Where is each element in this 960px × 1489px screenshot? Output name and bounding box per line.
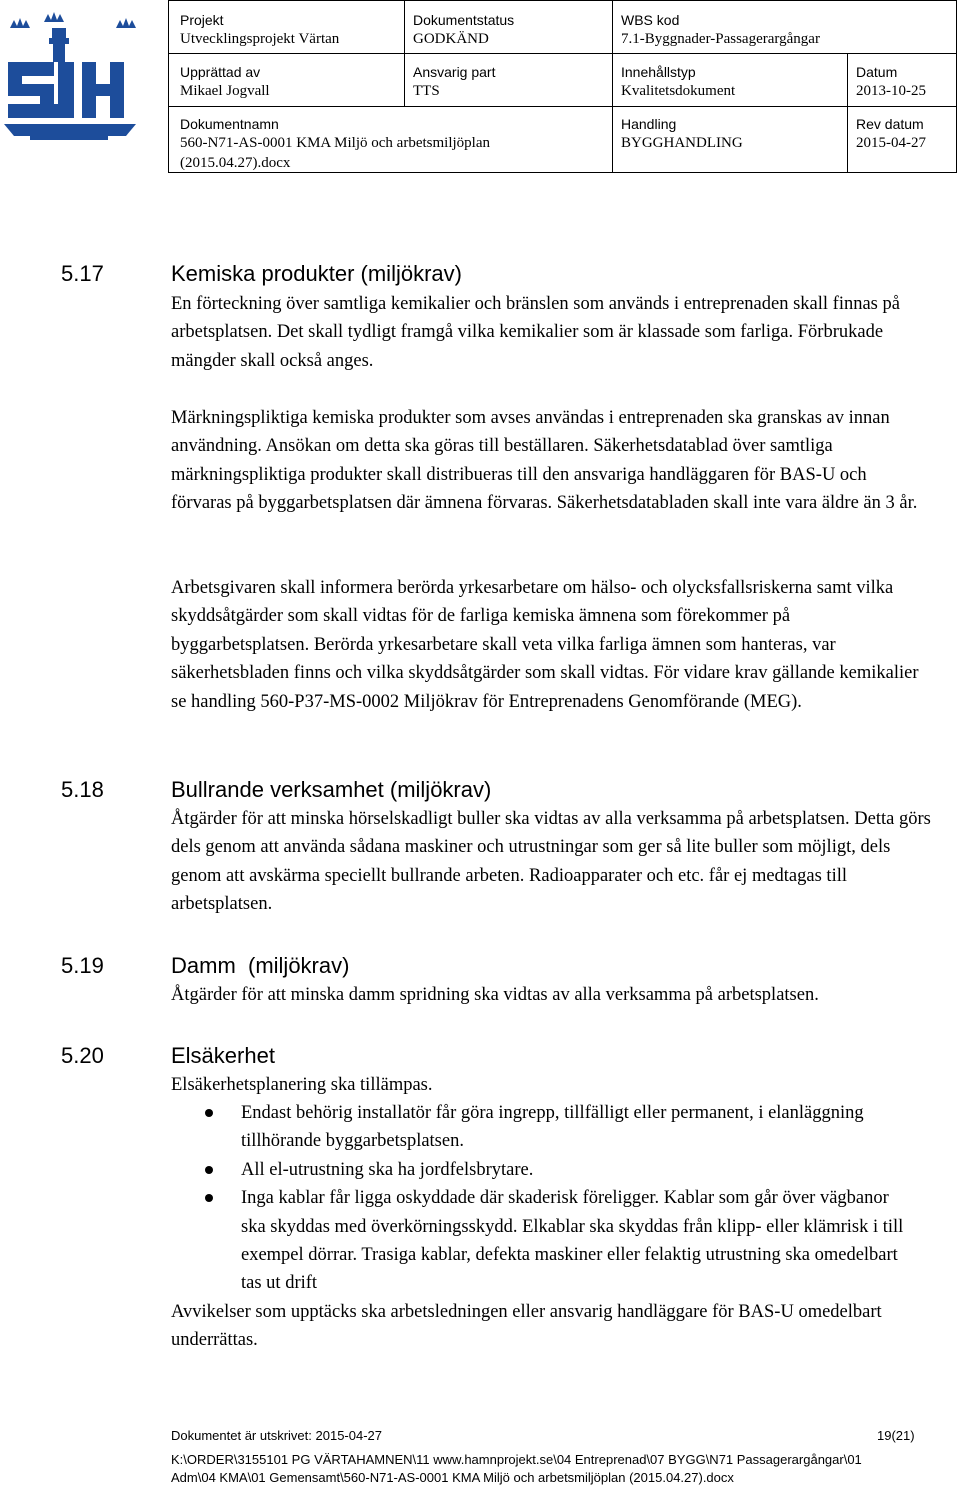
datum-cell — [856, 63, 926, 101]
ansvarig-label: Ansvarig part — [413, 64, 496, 80]
wbs-label: WBS kod — [621, 12, 680, 28]
datum-label: Datum — [856, 64, 898, 80]
handling-value: BYGGHANDLING — [621, 135, 743, 151]
company-logo — [0, 0, 168, 172]
paragraph-517-2: Märkningspliktiga kemiska produkter som avses användas i entreprenaden ska granskas av innan användning. Ansökan om detta ska göras till beställaren. Säkerhetsdatablad över samtliga märkningspliktiga produkter skall distribueras till den ansvariga handläggaren för BAS-U och förvaras på byggarbetsplatsen där ämnena förvaras. Säkerhetsdatabladen skall inte vara äldre än 3 år. — [171, 408, 918, 514]
wbs-cell — [621, 11, 820, 49]
revdatum-cell — [856, 115, 926, 153]
dokumentstatus-cell — [413, 11, 514, 49]
dokumentnamn-cell — [180, 115, 490, 173]
elsakerhet-bullet-list — [171, 1099, 911, 1298]
paragraph-520-intro: Elsäkerhetsplanering ska tillämpas. — [171, 1075, 433, 1095]
section-title-518: Bullrande verksamhet (miljökrav) — [171, 777, 492, 802]
section-number-520: 5.20 — [61, 1043, 104, 1068]
paragraph-517-1: En förteckning över samtliga kemikalier och bränslen som används i entreprenaden skall finnas på arbetsplatsen. Det skall tydligt framgå vilka kemikalier som är klassade som farliga. Förbrukade mängder skall också anges. — [171, 294, 900, 371]
footer-path-line1: K:\ORDER\3155101 PG VÄRTAHAMNEN\11 www.hamnprojekt.se\04 Entreprenad\07 BYGG\N71 Passagerargångar\01 — [171, 1452, 862, 1467]
section-title-520: Elsäkerhet — [171, 1043, 275, 1068]
section-title-517: Kemiska produkter (miljökrav) — [171, 261, 462, 286]
section-number-517: 5.17 — [61, 261, 104, 286]
footer-path-line2: Adm\04 KMA\01 Gemensamt\560-N71-AS-0001 KMA Miljö och arbetsmiljöplan (2015.04.27).docx — [171, 1470, 734, 1485]
paragraph-517-3: Arbetsgivaren skall informera berörda yrkesarbetare om hälso- och olycksfallsriskerna samt vilka skyddsåtgärder som skall vidtas för de farliga kemiska ämnena som förekommer på byggarbetsplatsen. Berörda yrkesarbetare skall veta vilka farliga ämnen som hanteras, var säkerhetsbladen finns och vilka skyddsåtgärder som skall vidtas. För vidare krav gällande kemikalier se handling 560-P37-MS-0002 Miljökrav för Entreprenadens Genomförande (MEG). — [171, 578, 919, 712]
revdatum-value: 2015-04-27 — [856, 135, 926, 151]
bullet-icon — [205, 1109, 213, 1117]
handling-cell — [621, 115, 743, 153]
upprattad-cell — [180, 63, 270, 101]
paragraph-518-1: Åtgärder för att minska hörselskadligt buller ska vidtas av alla verksamma på arbetsplatsen. Detta görs dels genom att använda sådana maskiner och utrustningar som ger så lite buller som möjligt, dels genom att avskärma speciellt bullrande arbeten. Radioapparater och etc. får ej medtagas till arbetsplatsen. — [171, 809, 931, 915]
bullet-icon — [205, 1166, 213, 1174]
innehallstyp-label: Innehållstyp — [621, 64, 696, 80]
upprattad-value: Mikael Jogvall — [180, 83, 270, 99]
section-number-518: 5.18 — [61, 777, 104, 802]
paragraph-519-1: Åtgärder för att minska damm spridning ska vidtas av alla verksamma på arbetsplatsen. — [171, 985, 819, 1005]
sjh-logo-icon — [0, 0, 168, 172]
dokumentstatus-value: GODKÄND — [413, 31, 489, 47]
revdatum-label: Rev datum — [856, 116, 924, 132]
ansvarig-value: TTS — [413, 83, 440, 99]
dokumentnamn-label: Dokumentnamn — [180, 116, 279, 132]
list-item-text: Inga kablar får ligga oskyddade där skaderisk föreligger. Kablar som går över vägbanor ska skyddas med överkörningsskydd. Elkablar ska skyddas från klipp- eller klämrisk i till exempel dörrar. Trasiga kablar, defekta maskiner eller felaktig utrustning ska omedelbart tas ut drift — [241, 1188, 904, 1294]
projekt-cell — [180, 11, 339, 49]
projekt-value: Utvecklingsprojekt Värtan — [180, 31, 340, 47]
dokumentnamn-value-line1: 560-N71-AS-0001 KMA Miljö och arbetsmiljöplan — [180, 135, 490, 151]
datum-value: 2013-10-25 — [856, 83, 926, 99]
list-item — [171, 1099, 911, 1156]
list-item-text: Endast behörig installatör får göra ingrepp, tillfälligt eller permanent, i elanläggning tillhörande byggarbetsplatsen. — [241, 1103, 864, 1152]
footer-page-number: 19(21) — [877, 1428, 915, 1443]
innehallstyp-value: Kvalitetsdokument — [621, 83, 736, 99]
paragraph-520-outro: Avvikelser som upptäcks ska arbetsledningen eller ansvarig handläggare för BAS-U omedelbart underrättas. — [171, 1302, 882, 1351]
wbs-value: 7.1-Byggnader-Passagerargångar — [621, 31, 820, 47]
list-item — [171, 1184, 911, 1298]
ansvarig-cell — [413, 63, 495, 101]
innehallstyp-cell — [621, 63, 735, 101]
section-title-519: Damm (miljökrav) — [171, 953, 350, 978]
upprattad-label: Upprättad av — [180, 64, 261, 80]
list-item-text: All el-utrustning ska ha jordfelsbrytare. — [241, 1159, 534, 1180]
section-number-519: 5.19 — [61, 953, 104, 978]
list-item — [171, 1156, 911, 1184]
dokumentstatus-label: Dokumentstatus — [413, 12, 515, 28]
bullet-icon — [205, 1194, 213, 1202]
dokumentnamn-value-line2: (2015.04.27).docx — [180, 155, 291, 171]
projekt-label: Projekt — [180, 12, 224, 28]
footer-printed-date: Dokumentet är utskrivet: 2015-04-27 — [171, 1428, 382, 1443]
handling-label: Handling — [621, 116, 677, 132]
